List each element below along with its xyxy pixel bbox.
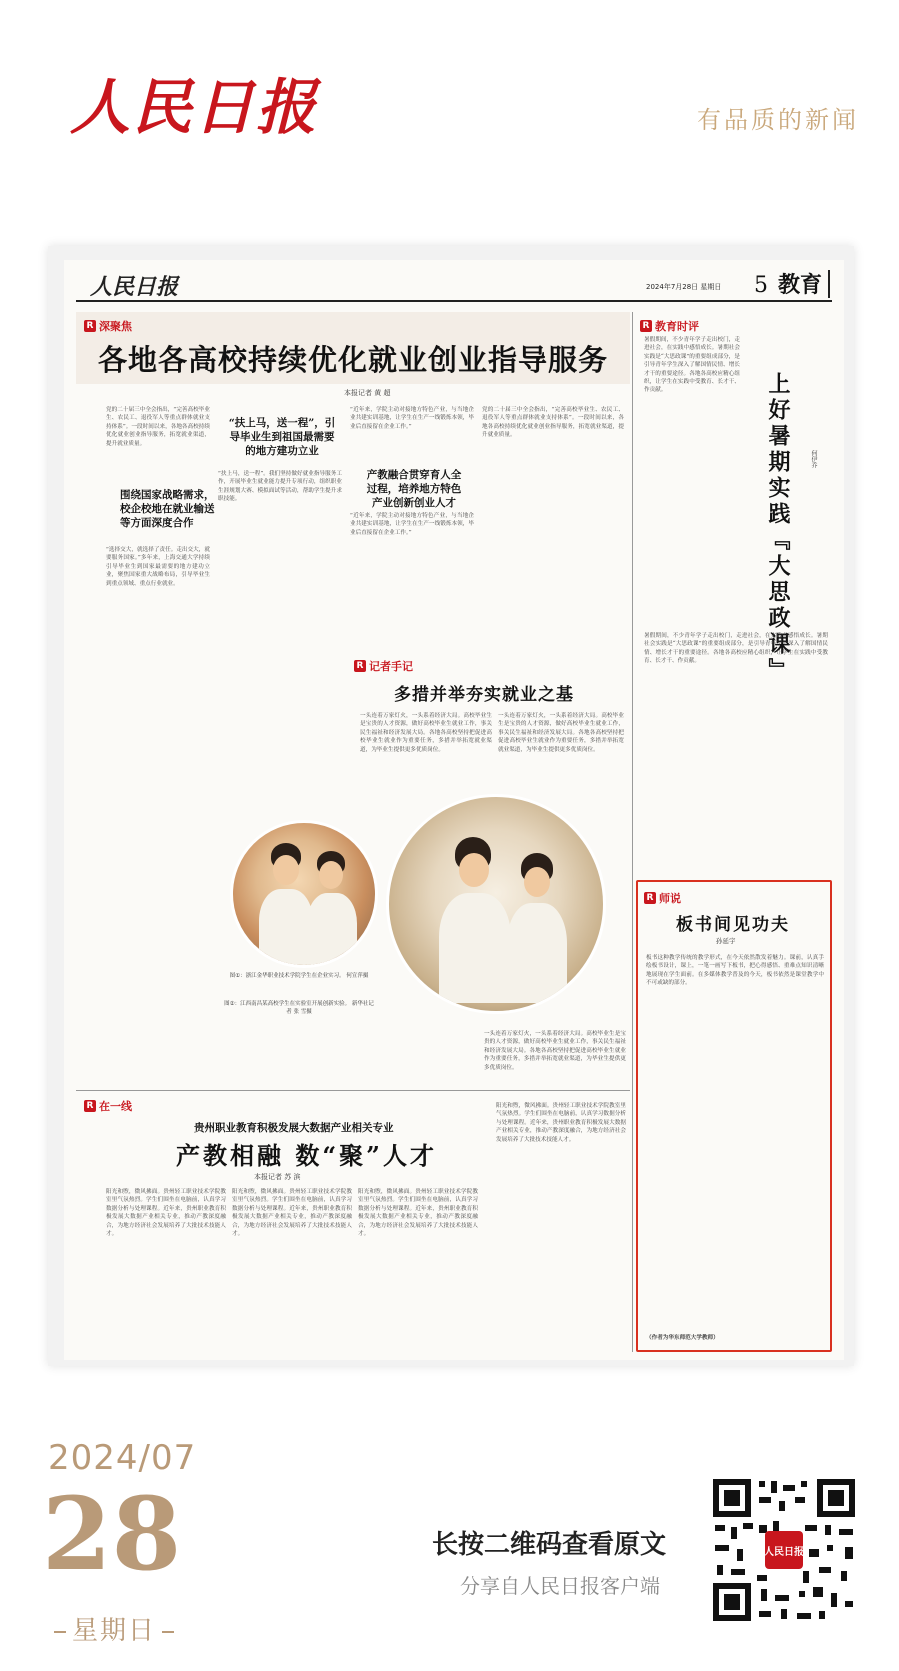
photo-caption-1: 图①：浙江金华职业技术学院学生在企业实习。 何宣萍摄 (229, 973, 369, 979)
bottom-story-col2: 阳光和煦，微风拂面。贵州轻工职业技术学院教室里气氛热烈。学生们围坐在电脑前，认真学习数据分析与处理课程。近年来，贵州职业教育积极发展大数据产业相关专业，推动产教深度融合，为地方经济社会发展培养了大批技术技能人才。 (232, 1189, 352, 1238)
feature-headline: 各地各高校持续优化就业创业指导服务 (98, 343, 609, 377)
feature-subhead-3: 产教融合贯穿育人全过程，培养地方特色产业创新创业人才 (366, 469, 462, 509)
reporter-note-body-1: 一头连着万家灯火，一头系着经济大局。高校毕业生是宝贵的人才资源，做好高校毕业生就业工作，事关民生福祉和经济发展大局。各地各高校坚持把促进高校毕业生就业作为重要任务，多措并举拓宽就业渠道，为毕业生提供更多优质岗位。 (360, 713, 492, 753)
qr-code-icon (709, 1475, 859, 1625)
footer-year-month: 2024/07 (48, 1438, 197, 1478)
bottom-story-headline: 产教相融 数“聚”人才 (176, 1141, 437, 1170)
bottom-story-kicker: 贵州职业教育积极发展大数据产业相关专业 (194, 1122, 394, 1134)
app-logo: 人民日报 (70, 73, 318, 143)
shishuo-tag: R 师说 (644, 890, 681, 906)
column-divider (632, 312, 633, 1352)
section-divider (76, 1090, 630, 1091)
section-marker-icon: R (84, 1100, 96, 1112)
footer-weekday: 星期日 (48, 1610, 180, 1647)
feature-subhead-1: 围绕国家战略需求，校企校地在就业输送等方面深度合作 (120, 489, 215, 529)
footer-cta: 长按二维码查看原文 (432, 1530, 667, 1560)
commentary-author: 何伊乔 (810, 450, 817, 468)
newspaper-sheet (64, 260, 844, 1360)
page-number: 5 (753, 273, 768, 298)
shishuo-body: 板书这种教学传统的教学形式，在今天依然散发着魅力。课前，认真手绘板书设计，课上，一笔一画写下板书，把心得感悟、重难点知识清晰地展现在学生面前。在多媒体教学普及的今天，板书依然是课堂教学中不可或缺的部分。 (646, 955, 824, 987)
section-name: 教育 (777, 272, 822, 298)
masthead-bracket (828, 270, 830, 298)
footer-day: 28 (42, 1475, 182, 1593)
feature-body-col3b: “近年来，学院主动对接地方特色产业，与当地企业共建实训基地，让学生在生产一线锻炼本领，毕业后直接留在企业工作。” (350, 513, 474, 536)
reporter-note-body-3: 一头连着万家灯火，一头系着经济大局。高校毕业生是宝贵的人才资源，做好高校毕业生就业工作，事关民生福祉和经济发展大局。各地各高校坚持把促进高校毕业生就业作为重要任务，多措并举拓宽就业渠道，为毕业生提供更多优质岗位。 (484, 1031, 626, 1071)
masthead (76, 266, 832, 302)
masthead-section (754, 268, 822, 299)
section-marker-icon: R (84, 320, 96, 332)
section-marker-icon: R (640, 320, 652, 332)
footer-share-text: 分享自人民日报客户端 (460, 1574, 660, 1598)
bottom-story-col1: 阳光和煦，微风拂面。贵州轻工职业技术学院教室里气氛热烈。学生们围坐在电脑前，认真学习数据分析与处理课程。近年来，贵州职业教育积极发展大数据产业相关专业，推动产教深度融合，为地方经济社会发展培养了大批技术技能人才。 (106, 1189, 226, 1238)
photo-students-2 (386, 794, 606, 1014)
reporter-note-tag: R 记者手记 (354, 658, 413, 674)
feature-body-col3: “近年来，学院主动对接地方特色产业，与当地企业共建实训基地，让学生在生产一线锻炼本领，毕业后直接留在企业工作。” (350, 407, 474, 430)
shishuo-note: （作者为华东师范大学教师） (646, 1335, 719, 1341)
bottom-story-tag: R 在一线 (84, 1098, 132, 1114)
reporter-note-headline: 多措并举夯实就业之基 (394, 685, 574, 705)
newspaper-page[interactable] (48, 246, 854, 1366)
shishuo-author: 孙延宇 (716, 937, 736, 945)
masthead-date: 2024年7月28日 星期日 (646, 283, 722, 291)
masthead-logo: 人民日报 (90, 274, 179, 300)
feature-tag: R 深聚焦 (84, 318, 132, 334)
qr-code[interactable] (709, 1475, 859, 1625)
feature-body-col1b: “选择交大，就选择了责任。走出交大，就要服务国家。”多年来，上海交通大学持续引导毕业生到国家最需要的地方建功立业，聚焦国家重大战略布局，引导毕业生到重点领域、重点行业就业。 (106, 547, 210, 587)
feature-byline: 本报记者 黄 超 (344, 389, 391, 397)
feature-body-col2: “扶上马，送一程”。我们坚持做好就业指导服务工作，开展毕业生就业能力提升专项行动，组织职业生涯规划大赛、模拟面试等活动，帮助学生提升求职技能。 (218, 471, 342, 503)
shishuo-title: 板书间见功夫 (676, 915, 790, 935)
photo-students-1 (230, 820, 378, 968)
commentary-tag: R 教育时评 (640, 318, 699, 334)
reporter-note-body-2: 一头连着万家灯火，一头系着经济大局。高校毕业生是宝贵的人才资源，做好高校毕业生就业工作，事关民生福祉和经济发展大局。各地各高校坚持把促进高校毕业生就业作为重要任务，多措并举拓宽就业渠道，为毕业生提供更多优质岗位。 (498, 713, 624, 753)
bottom-story-byline: 本报记者 苏 滨 (254, 1173, 301, 1181)
svg-text:人民日报: 人民日报 (764, 1547, 804, 1558)
app-slogan: 有品质的新闻 (697, 106, 859, 134)
section-marker-icon: R (354, 660, 366, 672)
commentary-body-1: 暑假期间，不少青年学子走出校门，走进社会，在实践中感悟成长。暑期社会实践是“大思政课”的重要组成部分，是引导青年学生深入了解国情民情、增长才干的重要途径。各地各高校应精心组织，让学生在实践中受教育、长才干、作贡献。 (644, 337, 740, 394)
bottom-story-col4: 阳光和煦，微风拂面。贵州轻工职业技术学院教室里气氛热烈。学生们围坐在电脑前，认真学习数据分析与处理课程。近年来，贵州职业教育积极发展大数据产业相关专业，推动产教深度融合，为地方经济社会发展培养了大批技术技能人才。 (496, 1103, 626, 1143)
feature-subhead-2: “扶上马，送一程”，引导毕业生到祖国最需要的地方建功立业 (228, 417, 336, 457)
feature-body-col4: 党的二十届三中全会指出，“完善高校毕业生、农民工、退役军人等重点群体就业支持体系”。一段时间以来，各地各高校持续优化就业创业指导服务，拓宽就业渠道，提升就业质量。 (482, 407, 624, 439)
feature-body-col1: 党的二十届三中全会指出，“完善高校毕业生、农民工、退役军人等重点群体就业支持体系”。一段时间以来，各地各高校持续优化就业创业指导服务，拓宽就业渠道，提升就业质量。 (106, 407, 210, 447)
app-header (0, 0, 899, 200)
commentary-vertical-title: 上好暑期实践『大思政课』 (765, 372, 791, 684)
commentary-body-2: 暑假期间，不少青年学子走出校门，走进社会，在实践中感悟成长。暑期社会实践是“大思政课”的重要组成部分，是引导青年学生深入了解国情民情、增长才干的重要途径。各地各高校应精心组织，让学生在实践中受教育、长才干、作贡献。 (644, 633, 828, 665)
photo-caption-2: 图②：江西南昌某高校学生在实验室开展创新实验。 新华社记者 张 雪摄 (224, 1001, 374, 1015)
section-marker-icon: R (644, 892, 656, 904)
bottom-story-col3: 阳光和煦，微风拂面。贵州轻工职业技术学院教室里气氛热烈。学生们围坐在电脑前，认真学习数据分析与处理课程。近年来，贵州职业教育积极发展大数据产业相关专业，推动产教深度融合，为地方经济社会发展培养了大批技术技能人才。 (358, 1189, 478, 1238)
